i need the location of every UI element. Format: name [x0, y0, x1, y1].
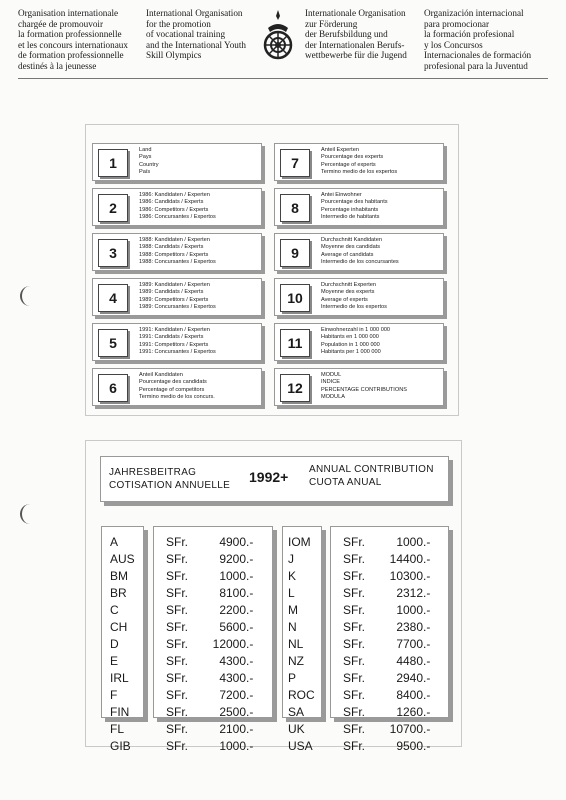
banner-right-line1: ANNUAL CONTRIBUTION — [309, 464, 434, 475]
fee-rest: 500.- — [226, 705, 254, 719]
legend-cell-3 — [92, 233, 262, 271]
legend-line: PERCENTAGE CONTRIBUTIONS — [321, 386, 407, 393]
fee-amount — [166, 585, 260, 602]
header-line: International Organisation — [146, 8, 243, 18]
header-line: Internacionales de formación — [424, 50, 532, 60]
legend-line: Termino medio de los concurs. — [139, 394, 215, 401]
country-code: UK — [288, 722, 305, 736]
fee-thousands: 4 — [219, 654, 226, 668]
fee-currency: SFr. — [166, 569, 189, 583]
legend-line: Termino medio de los expertos — [321, 169, 398, 176]
legend-cell-9 — [274, 233, 444, 271]
legend-line: 1989: Candidats / Experts — [139, 289, 204, 296]
header-line: of vocational training — [146, 29, 226, 39]
fee-rest: 900.- — [226, 535, 254, 549]
fee-thousands: 12 — [212, 637, 226, 651]
country-code: NZ — [288, 654, 304, 668]
header-line: Organización internacional — [424, 8, 524, 18]
country-code: BR — [110, 586, 127, 600]
fee-thousands: 1 — [396, 603, 403, 617]
banner-left — [109, 466, 230, 492]
header-line: der Berufsbildung und — [305, 29, 388, 39]
legend-line: Habitants en 1 000 000 — [321, 334, 379, 341]
country-code: FL — [110, 722, 125, 736]
legend-number: 1 — [98, 149, 128, 177]
country-code: GIB — [110, 739, 131, 753]
banner-right — [309, 463, 434, 489]
legend-line: Intermedio de los expertos — [321, 304, 387, 311]
legend-line: 1991: Competitors / Experts — [139, 341, 209, 348]
legend-number: 3 — [98, 239, 128, 267]
fee-rest: 700.- — [403, 637, 431, 651]
header-line: chargée de promouvoir — [18, 18, 104, 29]
fee-amount — [343, 636, 437, 653]
legend-line: 1988: Kandidaten / Experten — [139, 237, 210, 243]
fee-rest: 480.- — [403, 654, 431, 668]
header-line: de formation professionnelle — [18, 50, 124, 60]
fee-rest: 000.- — [226, 739, 254, 753]
legend-description — [321, 282, 441, 312]
fee-amount — [343, 585, 437, 602]
fee-rest: 300.- — [403, 569, 431, 583]
legend-line: 1991: Concursantes / Expertos — [139, 349, 216, 356]
country-code: J — [288, 552, 294, 566]
fee-amount — [166, 687, 260, 704]
legend-number: 6 — [98, 374, 128, 402]
legend-line: Einwohnerzahl in 1 000 000 — [321, 327, 391, 333]
amount-column-left — [153, 526, 273, 753]
fee-currency: SFr. — [166, 671, 189, 685]
fee-rest: 400.- — [403, 552, 431, 566]
fee-thousands: 10 — [389, 569, 403, 583]
country-code: P — [288, 671, 297, 685]
fee-rest: 500.- — [403, 739, 431, 753]
legend-line: 1986: Candidats / Experts — [139, 199, 204, 206]
country-code: CH — [110, 620, 128, 634]
country-code: L — [288, 586, 295, 600]
legend-line: Antei Einwohner — [321, 192, 362, 198]
legend-line: 1988: Candidats / Experts — [139, 244, 204, 251]
header-line: para promocionar — [424, 18, 490, 29]
legend-line: INDICE — [321, 379, 340, 386]
header-divider — [18, 78, 548, 79]
legend-line: Pourcentage des experts — [321, 154, 384, 161]
legend-line: Habitants per 1 000 000 — [321, 349, 381, 356]
header-german — [305, 8, 407, 61]
legend-line: 1986: Concursantes / Expertos — [139, 214, 216, 221]
header-line: Organisation internationale — [18, 8, 119, 18]
fee-thousands: 4 — [219, 535, 226, 549]
fee-amount — [166, 704, 260, 721]
legend-line: 1988: Competitors / Experts — [139, 251, 209, 258]
header-line: Skill Olympics — [146, 50, 202, 60]
fee-currency: SFr. — [343, 722, 366, 736]
header-line: profesional para la Juventud — [424, 60, 528, 71]
fee-thousands: 2 — [219, 722, 226, 736]
fee-amount — [166, 670, 260, 687]
fee-rest: 100.- — [226, 586, 254, 600]
legend-line: 1991: Candidats / Experts — [139, 334, 204, 341]
legend-cell-1 — [92, 143, 262, 181]
fee-amount — [343, 551, 437, 568]
fee-currency: SFr. — [343, 586, 366, 600]
legend-line: Percentage of experts — [321, 161, 376, 168]
legend-description — [139, 282, 259, 312]
fee-rest: 312.- — [403, 586, 431, 600]
country-code: C — [110, 603, 119, 617]
legend-cell-10 — [274, 278, 444, 316]
legend-line: Pourcentage des habitants — [321, 199, 388, 206]
amount-column-right — [330, 526, 449, 753]
header-line: and the International Youth — [146, 39, 247, 50]
fee-currency: SFr. — [166, 637, 189, 651]
fee-amount — [343, 619, 437, 636]
fee-thousands: 8 — [219, 586, 226, 600]
header-line: wettbewerbe für die Jugend — [305, 50, 407, 60]
fee-rest: 000.- — [226, 569, 254, 583]
fee-thousands: 8 — [396, 688, 403, 702]
header-line: for the promotion — [146, 18, 211, 29]
header-english — [146, 8, 246, 61]
legend-cell-4 — [92, 278, 262, 316]
legend-line: Percentage of competitors — [139, 386, 205, 393]
legend-line: Population in 1 000 000 — [321, 341, 380, 348]
legend-line: 1986: Competitors / Experts — [139, 206, 209, 213]
fee-amount — [343, 534, 437, 551]
banner-left-line1: JAHRESBEITRAG — [109, 467, 197, 478]
fee-thousands: 1 — [219, 569, 226, 583]
country-column-right — [282, 526, 322, 753]
fee-currency: SFr. — [343, 535, 366, 549]
fee-amount — [166, 619, 260, 636]
fee-amount — [343, 738, 437, 755]
fee-currency: SFr. — [343, 637, 366, 651]
country-code: BM — [110, 569, 128, 583]
fee-amount — [343, 602, 437, 619]
header-spanish — [424, 8, 531, 71]
banner-left-line2: COTISATION ANNUELLE — [109, 480, 231, 491]
legend-line: Average of candidats — [321, 251, 374, 258]
fee-rest: 200.- — [226, 552, 254, 566]
legend-line: 1989: Concursantes / Expertos — [139, 304, 216, 311]
fee-amount — [166, 534, 260, 551]
legend-cell-5 — [92, 323, 262, 361]
fee-thousands: 10 — [389, 722, 403, 736]
legend-line: Intermedio de habitants — [321, 214, 380, 221]
legend-line: Pourcentage des candidats — [139, 379, 207, 386]
legend-line: País — [139, 169, 151, 176]
fee-amount — [343, 568, 437, 585]
header-line: destinés à la jeunesse — [18, 60, 97, 71]
fee-amount — [166, 721, 260, 738]
fee-amount — [166, 653, 260, 670]
fee-currency: SFr. — [166, 603, 189, 617]
fee-currency: SFr. — [166, 705, 189, 719]
fee-currency: SFr. — [343, 654, 366, 668]
fee-currency: SFr. — [166, 535, 189, 549]
fee-thousands: 2 — [396, 671, 403, 685]
legend-description — [321, 192, 441, 222]
legend-description — [139, 372, 259, 402]
header-line: Internationale Organisation — [305, 8, 406, 18]
legend-line: Land — [139, 147, 152, 153]
legend-line: Percentage inhabitants — [321, 206, 379, 213]
fee-amount — [343, 653, 437, 670]
country-code: FIN — [110, 705, 130, 719]
legend-line: 1989: Kandidaten / Experten — [139, 282, 210, 288]
country-code: A — [110, 535, 119, 549]
fee-amount — [166, 602, 260, 619]
legend-line: Country — [139, 161, 159, 168]
legend-description — [321, 237, 441, 267]
fee-thousands: 9 — [219, 552, 226, 566]
fee-rest: 300.- — [226, 654, 254, 668]
header-line: zur Förderung — [305, 18, 358, 29]
fee-currency: SFr. — [343, 705, 366, 719]
fee-thousands: 4 — [396, 654, 403, 668]
fee-thousands: 2 — [396, 586, 403, 600]
country-code: USA — [288, 739, 313, 753]
legend-number: 11 — [280, 329, 310, 357]
fee-thousands: 2 — [219, 705, 226, 719]
fee-currency: SFr. — [166, 654, 189, 668]
fee-amount — [166, 636, 260, 653]
fee-currency: SFr. — [166, 739, 189, 753]
legend-number: 12 — [280, 374, 310, 402]
fee-rest: 000.- — [403, 603, 431, 617]
legend-line: Durchschnitt Kandidaten — [321, 237, 382, 243]
fee-currency: SFr. — [166, 688, 189, 702]
fee-currency: SFr. — [343, 552, 366, 566]
legend-cell-11 — [274, 323, 444, 361]
legend-line: Moyenne des experts — [321, 289, 375, 296]
fee-amount — [343, 687, 437, 704]
fee-amount — [166, 568, 260, 585]
country-code: D — [110, 637, 119, 651]
fee-amount — [166, 738, 260, 755]
fee-currency: SFr. — [343, 739, 366, 753]
legend-line: Anteil Experten — [321, 147, 359, 153]
legend-line: Moyenne des candidats — [321, 244, 381, 251]
legend-line: 1989: Competitors / Experts — [139, 296, 209, 303]
banner-year: 1992+ — [249, 469, 289, 485]
legend-line: 1991: Kandidaten / Experten — [139, 327, 210, 333]
legend-line: Durchschnitt Experten — [321, 282, 377, 288]
fee-thousands: 9 — [396, 739, 403, 753]
legend-line: Average of experts — [321, 296, 368, 303]
fee-currency: SFr. — [343, 569, 366, 583]
legend-description — [139, 147, 259, 177]
country-code: F — [110, 688, 118, 702]
country-code: SA — [288, 705, 305, 719]
header-line: la formation professionnelle — [18, 29, 122, 39]
fee-thousands: 2 — [219, 603, 226, 617]
fee-rest: 400.- — [403, 688, 431, 702]
legend-number: 7 — [280, 149, 310, 177]
fee-currency: SFr. — [343, 620, 366, 634]
fee-currency: SFr. — [343, 671, 366, 685]
fee-thousands: 2 — [396, 620, 403, 634]
contribution-banner — [100, 456, 449, 502]
fee-thousands: 4 — [219, 671, 226, 685]
fee-amount — [343, 670, 437, 687]
fee-amount — [343, 721, 437, 738]
fee-thousands: 1 — [219, 739, 226, 753]
banner-right-line2: CUOTA ANUAL — [309, 477, 382, 488]
fee-rest: 200.- — [226, 688, 254, 702]
country-code: M — [288, 603, 298, 617]
legend-cell-12 — [274, 368, 444, 406]
header-french — [18, 8, 128, 71]
legend-line: MODULA — [321, 394, 345, 401]
fee-currency: SFr. — [166, 586, 189, 600]
fee-thousands: 7 — [219, 688, 226, 702]
legend-cell-7 — [274, 143, 444, 181]
legend-cell-8 — [274, 188, 444, 226]
legend-number: 2 — [98, 194, 128, 222]
country-code: IOM — [288, 535, 311, 549]
country-code: IRL — [110, 671, 129, 685]
country-code: ROC — [288, 688, 315, 702]
fee-amount — [166, 551, 260, 568]
punch-hole-top — [20, 286, 36, 306]
country-column-left — [101, 526, 144, 753]
legend-number: 10 — [280, 284, 310, 312]
fee-rest: 380.- — [403, 620, 431, 634]
legend-description — [139, 327, 259, 357]
legend-line: 1988: Concursantes / Expertos — [139, 259, 216, 266]
legend-description — [139, 192, 259, 222]
legend-description — [321, 327, 441, 357]
fee-currency: SFr. — [166, 552, 189, 566]
fee-rest: 940.- — [403, 671, 431, 685]
header-line: et les concours internationaux — [18, 39, 128, 50]
fee-currency: SFr. — [166, 620, 189, 634]
header-line: der Internationalen Berufs- — [305, 39, 405, 50]
legend-number: 5 — [98, 329, 128, 357]
fee-rest: 100.- — [226, 722, 254, 736]
legend-description — [321, 147, 441, 177]
country-code: E — [110, 654, 119, 668]
legend-description — [139, 237, 259, 267]
header-line: y los Concursos — [424, 39, 483, 50]
fee-amount — [343, 704, 437, 721]
fee-rest: 600.- — [226, 620, 254, 634]
country-code: K — [288, 569, 297, 583]
legend-description — [321, 372, 441, 402]
legend-line: Pays — [139, 154, 152, 161]
fee-currency: SFr. — [343, 688, 366, 702]
country-code: N — [288, 620, 297, 634]
country-code: NL — [288, 637, 304, 651]
fee-rest: 000.- — [226, 637, 254, 651]
punch-hole-bottom — [20, 504, 36, 524]
fee-rest: 260.- — [403, 705, 431, 719]
header-line: la formación profesional — [424, 29, 515, 39]
country-code: AUS — [110, 552, 135, 566]
legend-cell-6 — [92, 368, 262, 406]
legend-number: 8 — [280, 194, 310, 222]
organisation-logo-icon — [262, 10, 294, 71]
fee-thousands: 5 — [219, 620, 226, 634]
legend-line: Intermedio de los concursantes — [321, 259, 399, 266]
fee-thousands: 7 — [396, 637, 403, 651]
fee-rest: 200.- — [226, 603, 254, 617]
legend-line: MODUL — [321, 372, 342, 378]
legend-cell-2 — [92, 188, 262, 226]
fee-rest: 700.- — [403, 722, 431, 736]
legend-line: Anteil Kandidaten — [139, 372, 183, 378]
fee-currency: SFr. — [166, 722, 189, 736]
fee-rest: 300.- — [226, 671, 254, 685]
fee-thousands: 14 — [389, 552, 403, 566]
fee-thousands: 1 — [396, 705, 403, 719]
fee-rest: 000.- — [403, 535, 431, 549]
fee-thousands: 1 — [396, 535, 403, 549]
legend-number: 4 — [98, 284, 128, 312]
legend-line: 1986: Kandidaten / Experten — [139, 192, 210, 198]
legend-number: 9 — [280, 239, 310, 267]
fee-currency: SFr. — [343, 603, 366, 617]
